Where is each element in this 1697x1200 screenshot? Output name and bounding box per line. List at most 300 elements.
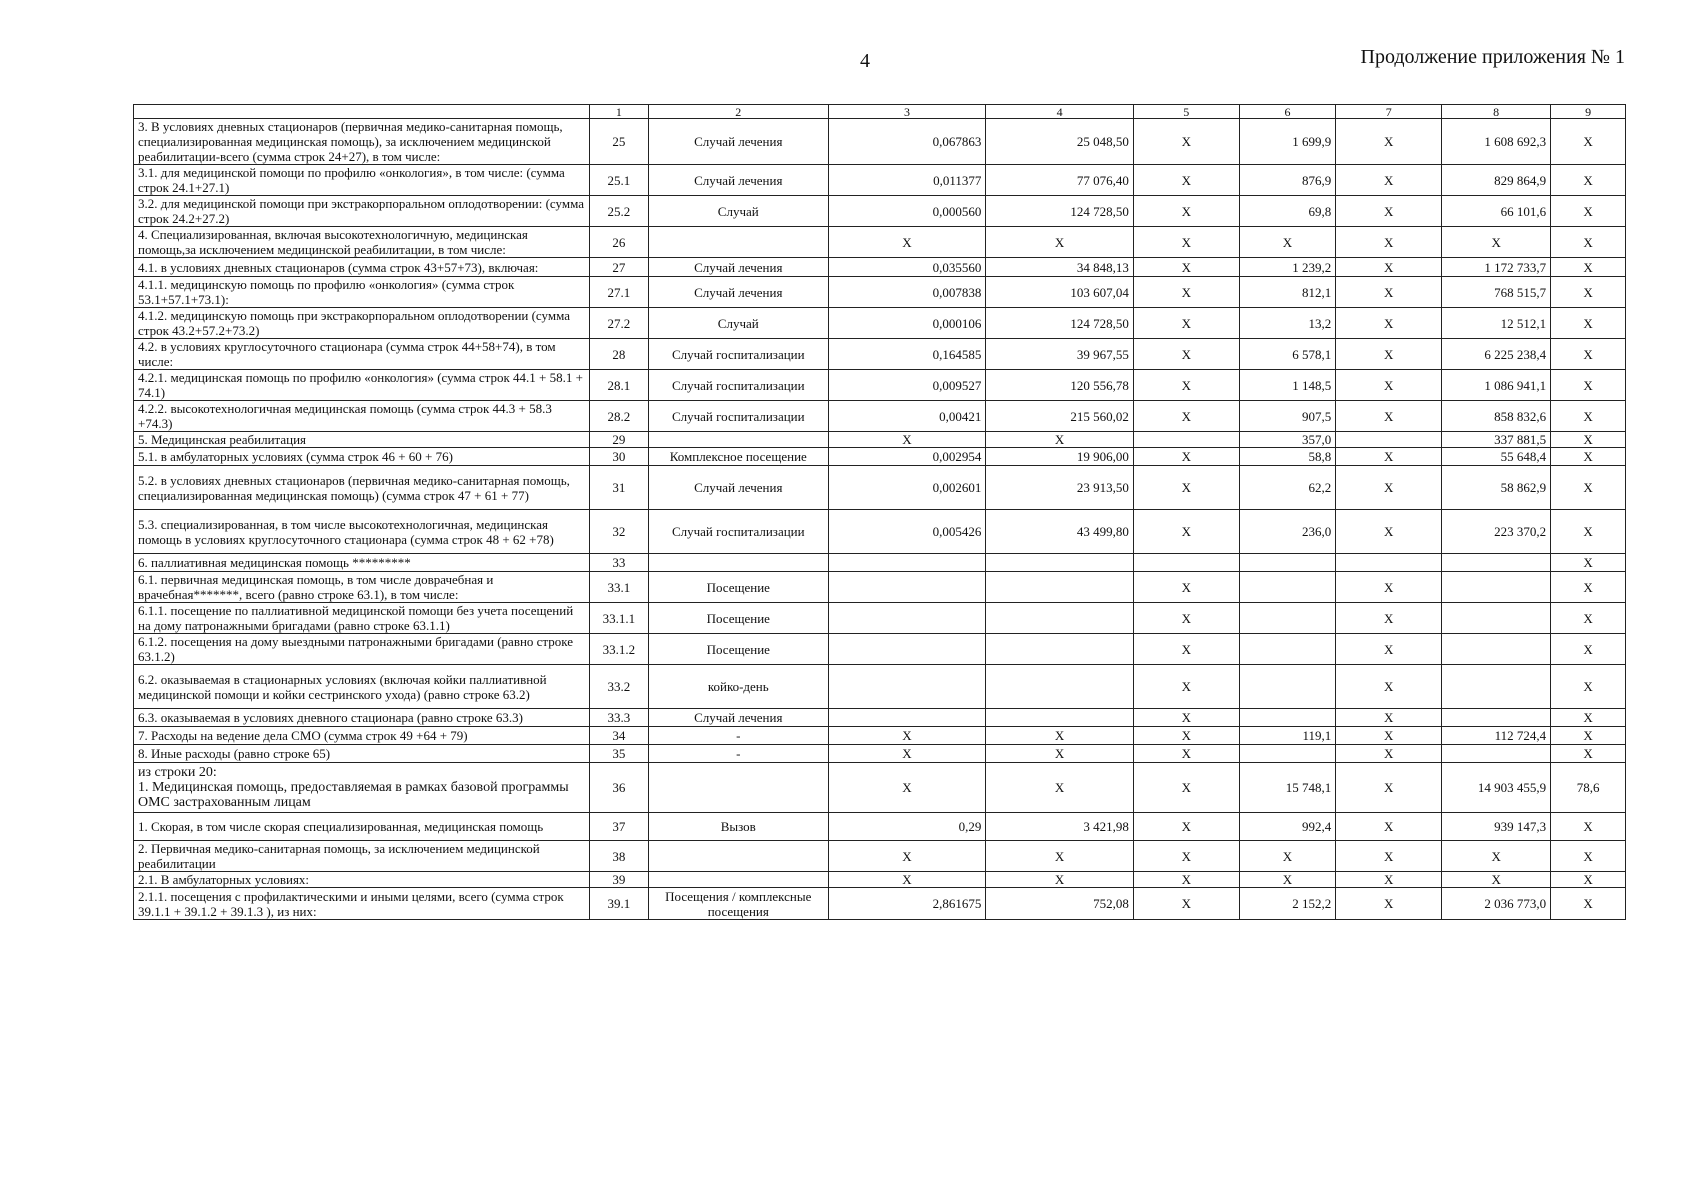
cell-col5: X	[1133, 841, 1239, 872]
cell-norm-volume: 0,009527	[828, 370, 986, 401]
cell-norm-cost: X	[986, 432, 1133, 448]
cell-col9: X	[1551, 448, 1626, 466]
cell-col8: 1 608 692,3	[1442, 119, 1551, 165]
cell-unit: Посещение	[648, 634, 828, 665]
cell-norm-volume: 0,035560	[828, 258, 986, 277]
cell-row-number: 36	[589, 763, 648, 813]
cell-description: 6.1.2. посещения на дому выездными патронажными бригадами (равно строке 63.1.2)	[134, 634, 590, 665]
cell-norm-volume	[828, 603, 986, 634]
cell-col8	[1442, 554, 1551, 572]
cell-norm-cost: X	[986, 745, 1133, 763]
cell-col5: X	[1133, 763, 1239, 813]
cell-col6: 119,1	[1239, 727, 1336, 745]
cell-col8: 2 036 773,0	[1442, 888, 1551, 920]
cell-col9: X	[1551, 572, 1626, 603]
cell-norm-volume	[828, 634, 986, 665]
cell-norm-cost: 103 607,04	[986, 277, 1133, 308]
cell-col6: X	[1239, 227, 1336, 258]
cell-description: 6.3. оказываемая в условиях дневного стационара (равно строке 63.3)	[134, 709, 590, 727]
cell-norm-volume: 0,00421	[828, 401, 986, 432]
cell-col7: X	[1336, 665, 1442, 709]
cell-norm-volume: 2,861675	[828, 888, 986, 920]
cell-row-number: 25.2	[589, 196, 648, 227]
cell-row-number: 28	[589, 339, 648, 370]
cell-norm-cost: 124 728,50	[986, 196, 1133, 227]
cell-unit: Посещение	[648, 572, 828, 603]
cell-norm-cost	[986, 634, 1133, 665]
cell-col7: X	[1336, 727, 1442, 745]
cell-row-number: 28.1	[589, 370, 648, 401]
cell-unit	[648, 554, 828, 572]
cell-norm-cost: 23 913,50	[986, 466, 1133, 510]
cell-norm-cost: X	[986, 841, 1133, 872]
cell-description: из строки 20: 1. Медицинская помощь, предоставляемая в рамках базовой программы ОМС застрахованным лицам	[134, 763, 590, 813]
cell-col6: 992,4	[1239, 813, 1336, 841]
column-header: 6	[1239, 105, 1336, 119]
cell-description: 6.1. первичная медицинская помощь, в том числе доврачебная и врачебная*******, всего (равно строке 63.1), в том числе:	[134, 572, 590, 603]
cell-description: 4.2. в условиях круглосуточного стационара (сумма строк 44+58+74), в том числе:	[134, 339, 590, 370]
cell-col6: 1 699,9	[1239, 119, 1336, 165]
cell-unit	[648, 227, 828, 258]
cell-col7	[1336, 432, 1442, 448]
cell-norm-volume: 0,067863	[828, 119, 986, 165]
cell-unit: Случай госпитализации	[648, 401, 828, 432]
cell-norm-volume: X	[828, 745, 986, 763]
cell-col9: X	[1551, 554, 1626, 572]
cell-norm-volume: X	[828, 227, 986, 258]
cell-col8: 1 172 733,7	[1442, 258, 1551, 277]
cell-row-number: 37	[589, 813, 648, 841]
cell-norm-cost: X	[986, 763, 1133, 813]
cell-norm-volume	[828, 554, 986, 572]
cell-row-number: 39.1	[589, 888, 648, 920]
cell-col7: X	[1336, 841, 1442, 872]
cell-col5	[1133, 432, 1239, 448]
cell-col9: X	[1551, 258, 1626, 277]
cell-col9: X	[1551, 841, 1626, 872]
cell-row-number: 31	[589, 466, 648, 510]
table-row	[134, 634, 1626, 665]
cell-col5: X	[1133, 370, 1239, 401]
column-header: 5	[1133, 105, 1239, 119]
cell-description: 4.1. в условиях дневных стационаров (сумма строк 43+57+73), включая:	[134, 258, 590, 277]
cell-description: 5.2. в условиях дневных стационаров (первичная медико-санитарная помощь, специализированная медицинская помощь) (сумма строк 47 + 61 + 77)	[134, 466, 590, 510]
cell-description: 4.2.1. медицинская помощь по профилю «онкология» (сумма строк 44.1 + 58.1 + 74.1)	[134, 370, 590, 401]
cell-unit: Случай лечения	[648, 277, 828, 308]
cell-col7: X	[1336, 258, 1442, 277]
cell-col7: X	[1336, 603, 1442, 634]
cell-norm-cost: 34 848,13	[986, 258, 1133, 277]
cell-col7: X	[1336, 813, 1442, 841]
cell-col9: X	[1551, 466, 1626, 510]
cell-col8	[1442, 603, 1551, 634]
cell-col7: X	[1336, 872, 1442, 888]
table-row	[134, 709, 1626, 727]
cell-norm-volume: X	[828, 872, 986, 888]
cell-row-number: 27	[589, 258, 648, 277]
cell-col7: X	[1336, 510, 1442, 554]
cell-col9: X	[1551, 401, 1626, 432]
cell-col9: X	[1551, 727, 1626, 745]
cell-unit	[648, 841, 828, 872]
table-row	[134, 432, 1626, 448]
cell-col5: X	[1133, 119, 1239, 165]
cell-norm-cost: 19 906,00	[986, 448, 1133, 466]
cell-row-number: 27.1	[589, 277, 648, 308]
cell-unit: Вызов	[648, 813, 828, 841]
table-row	[134, 401, 1626, 432]
cell-col9: X	[1551, 709, 1626, 727]
cell-row-number: 33.2	[589, 665, 648, 709]
cell-col8: 58 862,9	[1442, 466, 1551, 510]
table-row	[134, 888, 1626, 920]
cell-col9: X	[1551, 196, 1626, 227]
cell-row-number: 30	[589, 448, 648, 466]
cell-col5: X	[1133, 745, 1239, 763]
cell-norm-volume: X	[828, 432, 986, 448]
cell-col5: X	[1133, 603, 1239, 634]
cell-description: 6. паллиативная медицинская помощь *********	[134, 554, 590, 572]
cell-col6	[1239, 665, 1336, 709]
cell-norm-cost: 3 421,98	[986, 813, 1133, 841]
cell-unit: Случай лечения	[648, 258, 828, 277]
cell-col6: 58,8	[1239, 448, 1336, 466]
cell-unit	[648, 763, 828, 813]
table-row	[134, 277, 1626, 308]
cell-norm-cost: 43 499,80	[986, 510, 1133, 554]
cell-col7: X	[1336, 165, 1442, 196]
cell-col9: X	[1551, 634, 1626, 665]
cell-description: 5.3. специализированная, в том числе высокотехнологичная, медицинская помощь в условиях круглосуточного стационара (сумма строк 48 + 62 +78)	[134, 510, 590, 554]
cell-col6	[1239, 634, 1336, 665]
header-row	[134, 105, 1626, 119]
cell-unit: Случай госпитализации	[648, 370, 828, 401]
cell-norm-cost: 120 556,78	[986, 370, 1133, 401]
cell-col7: X	[1336, 572, 1442, 603]
cell-col8: 55 648,4	[1442, 448, 1551, 466]
column-header: 1	[589, 105, 648, 119]
cell-norm-cost: 77 076,40	[986, 165, 1133, 196]
cell-row-number: 33.1.1	[589, 603, 648, 634]
cell-col6	[1239, 603, 1336, 634]
cell-norm-volume: 0,007838	[828, 277, 986, 308]
cell-description: 6.1.1. посещение по паллиативной медицинской помощи без учета посещений на дому патронажными бригадами (равно строке 63.1.1)	[134, 603, 590, 634]
cell-col7: X	[1336, 370, 1442, 401]
cell-col5: X	[1133, 308, 1239, 339]
cell-col6: X	[1239, 872, 1336, 888]
cell-col7: X	[1336, 709, 1442, 727]
cell-col7: X	[1336, 634, 1442, 665]
cell-unit: Случай лечения	[648, 119, 828, 165]
table-row	[134, 763, 1626, 813]
cell-col5: X	[1133, 448, 1239, 466]
cell-col9: X	[1551, 308, 1626, 339]
cell-col5: X	[1133, 227, 1239, 258]
cell-description: 3.2. для медицинской помощи при экстракорпоральном оплодотворении: (сумма строк 24.2+27.2)	[134, 196, 590, 227]
cell-col9: X	[1551, 165, 1626, 196]
table-row	[134, 448, 1626, 466]
cell-norm-volume	[828, 709, 986, 727]
cell-description: 5.1. в амбулаторных условиях (сумма строк 46 + 60 + 76)	[134, 448, 590, 466]
table-row	[134, 119, 1626, 165]
cell-norm-cost: 124 728,50	[986, 308, 1133, 339]
table-row	[134, 727, 1626, 745]
table-row	[134, 841, 1626, 872]
cell-col6: 69,8	[1239, 196, 1336, 227]
cell-col9: X	[1551, 888, 1626, 920]
appendix-continuation-title: Продолжение приложения № 1	[1360, 46, 1625, 68]
cell-col7: X	[1336, 448, 1442, 466]
cell-col7	[1336, 554, 1442, 572]
cell-col9: X	[1551, 370, 1626, 401]
column-header	[134, 105, 590, 119]
cell-unit: Случай госпитализации	[648, 510, 828, 554]
cell-col5: X	[1133, 709, 1239, 727]
cell-col5: X	[1133, 510, 1239, 554]
cell-description: 1. Скорая, в том числе скорая специализированная, медицинская помощь	[134, 813, 590, 841]
cell-col8: 66 101,6	[1442, 196, 1551, 227]
cell-unit: Посещение	[648, 603, 828, 634]
appendix-table	[133, 104, 1626, 920]
table-row	[134, 196, 1626, 227]
cell-col5: X	[1133, 401, 1239, 432]
cell-col8: 939 147,3	[1442, 813, 1551, 841]
cell-col8	[1442, 634, 1551, 665]
cell-col8: 768 515,7	[1442, 277, 1551, 308]
cell-norm-cost	[986, 665, 1133, 709]
cell-norm-cost: 39 967,55	[986, 339, 1133, 370]
cell-col8: 1 086 941,1	[1442, 370, 1551, 401]
cell-norm-volume	[828, 572, 986, 603]
table-row	[134, 258, 1626, 277]
table-row	[134, 510, 1626, 554]
cell-col7: X	[1336, 277, 1442, 308]
cell-row-number: 33.1	[589, 572, 648, 603]
cell-col6	[1239, 554, 1336, 572]
table-row	[134, 466, 1626, 510]
cell-description: 2.1. В амбулаторных условиях:	[134, 872, 590, 888]
cell-unit: -	[648, 727, 828, 745]
cell-col5: X	[1133, 466, 1239, 510]
cell-col8: X	[1442, 872, 1551, 888]
cell-description: 3. В условиях дневных стационаров (первичная медико-санитарная помощь, специализированная медицинская помощь), за исключением медицинской реабилитации-всего (сумма строк 24+27), в том числе:	[134, 119, 590, 165]
cell-col8: X	[1442, 227, 1551, 258]
cell-col5: X	[1133, 665, 1239, 709]
cell-col6: 876,9	[1239, 165, 1336, 196]
cell-col7: X	[1336, 466, 1442, 510]
cell-row-number: 25	[589, 119, 648, 165]
cell-col5: X	[1133, 727, 1239, 745]
column-header: 4	[986, 105, 1133, 119]
table-row	[134, 308, 1626, 339]
cell-norm-volume	[828, 665, 986, 709]
table-row	[134, 227, 1626, 258]
cell-col9: X	[1551, 119, 1626, 165]
cell-row-number: 25.1	[589, 165, 648, 196]
cell-description: 3.1. для медицинской помощи по профилю «онкология», в том числе: (сумма строк 24.1+27.1)	[134, 165, 590, 196]
cell-norm-cost	[986, 572, 1133, 603]
table-row	[134, 603, 1626, 634]
cell-col6	[1239, 572, 1336, 603]
cell-col6: 1 239,2	[1239, 258, 1336, 277]
cell-row-number: 33	[589, 554, 648, 572]
cell-col6: 6 578,1	[1239, 339, 1336, 370]
cell-col5: X	[1133, 196, 1239, 227]
cell-col6: X	[1239, 841, 1336, 872]
cell-col8	[1442, 665, 1551, 709]
cell-col9: X	[1551, 277, 1626, 308]
cell-col9: X	[1551, 665, 1626, 709]
cell-col8: 858 832,6	[1442, 401, 1551, 432]
cell-col6: 13,2	[1239, 308, 1336, 339]
cell-description: 4.1.2. медицинскую помощь при экстракорпоральном оплодотворении (сумма строк 43.2+57.2+73.2)	[134, 308, 590, 339]
cell-col9: X	[1551, 603, 1626, 634]
cell-unit: Случай лечения	[648, 165, 828, 196]
cell-unit: Случай лечения	[648, 709, 828, 727]
cell-unit: Случай лечения	[648, 466, 828, 510]
cell-col5: X	[1133, 277, 1239, 308]
cell-col7: X	[1336, 308, 1442, 339]
cell-col9: X	[1551, 432, 1626, 448]
table-row	[134, 370, 1626, 401]
cell-col5: X	[1133, 888, 1239, 920]
cell-col9: X	[1551, 510, 1626, 554]
column-header: 3	[828, 105, 986, 119]
cell-col8	[1442, 709, 1551, 727]
table-row	[134, 745, 1626, 763]
cell-col5: X	[1133, 572, 1239, 603]
cell-col7: X	[1336, 339, 1442, 370]
cell-norm-volume: 0,002601	[828, 466, 986, 510]
cell-description: 4.1.1. медицинскую помощь по профилю «онкология» (сумма строк 53.1+57.1+73.1):	[134, 277, 590, 308]
cell-col8: 112 724,4	[1442, 727, 1551, 745]
cell-unit: Комплексное посещение	[648, 448, 828, 466]
cell-unit: Случай госпитализации	[648, 339, 828, 370]
cell-col5: X	[1133, 634, 1239, 665]
cell-row-number: 32	[589, 510, 648, 554]
column-header: 7	[1336, 105, 1442, 119]
cell-col9: X	[1551, 872, 1626, 888]
cell-row-number: 33.1.2	[589, 634, 648, 665]
cell-norm-cost	[986, 554, 1133, 572]
cell-col6: 1 148,5	[1239, 370, 1336, 401]
cell-unit	[648, 432, 828, 448]
column-header: 2	[648, 105, 828, 119]
table-row	[134, 872, 1626, 888]
cell-norm-volume: 0,29	[828, 813, 986, 841]
cell-norm-cost: X	[986, 227, 1133, 258]
column-header: 8	[1442, 105, 1551, 119]
cell-col8: 223 370,2	[1442, 510, 1551, 554]
cell-col7: X	[1336, 196, 1442, 227]
cell-norm-cost: 215 560,02	[986, 401, 1133, 432]
cell-col5: X	[1133, 872, 1239, 888]
table-row	[134, 572, 1626, 603]
cell-unit: Случай	[648, 196, 828, 227]
cell-col8: X	[1442, 841, 1551, 872]
cell-description: 2.1.1. посещения с профилактическими и иными целями, всего (сумма строк 39.1.1 + 39.1.2 + 39.1.3 ), из них:	[134, 888, 590, 920]
cell-norm-cost	[986, 709, 1133, 727]
cell-norm-volume: X	[828, 727, 986, 745]
cell-norm-cost: X	[986, 727, 1133, 745]
cell-norm-cost: 25 048,50	[986, 119, 1133, 165]
cell-col8: 829 864,9	[1442, 165, 1551, 196]
cell-norm-volume: 0,164585	[828, 339, 986, 370]
cell-description: 4. Специализированная, включая высокотехнологичную, медицинская помощь,за исключением медицинской реабилитации, в том числе:	[134, 227, 590, 258]
table-row	[134, 665, 1626, 709]
table-row	[134, 339, 1626, 370]
cell-unit: Посещения / комплексные посещения	[648, 888, 828, 920]
cell-col5	[1133, 554, 1239, 572]
cell-col7: X	[1336, 227, 1442, 258]
cell-unit: койко-день	[648, 665, 828, 709]
cell-norm-volume: 0,000106	[828, 308, 986, 339]
table-row	[134, 813, 1626, 841]
cell-col6: 357,0	[1239, 432, 1336, 448]
cell-unit	[648, 872, 828, 888]
cell-row-number: 29	[589, 432, 648, 448]
cell-col7: X	[1336, 119, 1442, 165]
cell-norm-cost: 752,08	[986, 888, 1133, 920]
cell-row-number: 39	[589, 872, 648, 888]
cell-col8: 337 881,5	[1442, 432, 1551, 448]
page-number: 4	[860, 50, 870, 72]
cell-description: 4.2.2. высокотехнологичная медицинская помощь (сумма строк 44.3 + 58.3 +74.3)	[134, 401, 590, 432]
cell-unit: Случай	[648, 308, 828, 339]
cell-col9: X	[1551, 813, 1626, 841]
cell-col6: 812,1	[1239, 277, 1336, 308]
cell-row-number: 28.2	[589, 401, 648, 432]
cell-col8	[1442, 745, 1551, 763]
cell-col6	[1239, 709, 1336, 727]
cell-norm-volume: 0,000560	[828, 196, 986, 227]
cell-col7: X	[1336, 888, 1442, 920]
cell-norm-volume: 0,005426	[828, 510, 986, 554]
cell-description: 2. Первичная медико-санитарная помощь, за исключением медицинской реабилитации	[134, 841, 590, 872]
cell-col8	[1442, 572, 1551, 603]
cell-col8: 12 512,1	[1442, 308, 1551, 339]
cell-norm-volume: X	[828, 841, 986, 872]
cell-col9: X	[1551, 227, 1626, 258]
cell-row-number: 27.2	[589, 308, 648, 339]
cell-row-number: 26	[589, 227, 648, 258]
cell-col7: X	[1336, 401, 1442, 432]
cell-col6: 236,0	[1239, 510, 1336, 554]
cell-unit: -	[648, 745, 828, 763]
cell-col6	[1239, 745, 1336, 763]
cell-col5: X	[1133, 258, 1239, 277]
cell-description: 8. Иные расходы (равно строке 65)	[134, 745, 590, 763]
cell-row-number: 33.3	[589, 709, 648, 727]
cell-norm-volume: 0,011377	[828, 165, 986, 196]
cell-col9: X	[1551, 745, 1626, 763]
cell-col6: 15 748,1	[1239, 763, 1336, 813]
cell-col7: X	[1336, 745, 1442, 763]
cell-col8: 14 903 455,9	[1442, 763, 1551, 813]
cell-col8: 6 225 238,4	[1442, 339, 1551, 370]
table-row	[134, 554, 1626, 572]
cell-norm-volume: X	[828, 763, 986, 813]
cell-col7: X	[1336, 763, 1442, 813]
cell-description: 5. Медицинская реабилитация	[134, 432, 590, 448]
cell-col6: 62,2	[1239, 466, 1336, 510]
cell-description: 6.2. оказываемая в стационарных условиях (включая койки паллиативной медицинской помощи и койки сестринского ухода) (равно строке 63.2)	[134, 665, 590, 709]
cell-norm-volume: 0,002954	[828, 448, 986, 466]
cell-description: 7. Расходы на ведение дела СМО (сумма строк 49 +64 + 79)	[134, 727, 590, 745]
cell-norm-cost	[986, 603, 1133, 634]
cell-col5: X	[1133, 339, 1239, 370]
cell-row-number: 34	[589, 727, 648, 745]
